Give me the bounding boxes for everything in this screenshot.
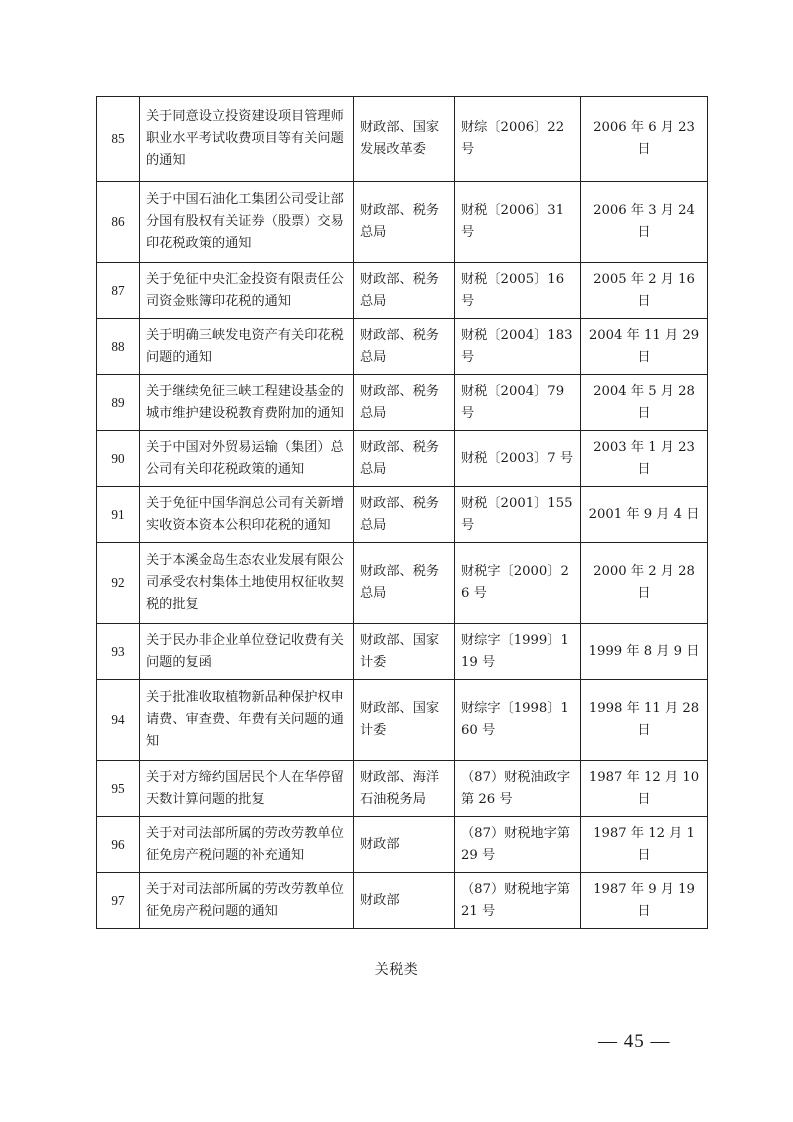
issue-date: 2005 年 2 月 16 日	[581, 263, 708, 319]
issue-date: 2006 年 6 月 23 日	[581, 97, 708, 182]
issue-date: 1998 年 11 月 28 日	[581, 680, 708, 761]
issue-date: 1999 年 8 月 9 日	[581, 624, 708, 680]
document-number: 财税〔2004〕183 号	[455, 319, 581, 375]
issuing-authority: 财政部、税务总局	[354, 543, 455, 624]
document-title: 关于对方缔约国居民个人在华停留天数计算问题的批复	[140, 761, 354, 817]
row-number: 92	[97, 543, 140, 624]
issuing-authority: 财政部、税务总局	[354, 319, 455, 375]
issuing-authority: 财政部、税务总局	[354, 487, 455, 543]
document-number: （87）财税地字第 21 号	[455, 873, 581, 929]
issue-date: 2006 年 3 月 24 日	[581, 182, 708, 263]
document-title: 关于免征中国华润总公司有关新增实收资本资本公积印花税的通知	[140, 487, 354, 543]
table-row	[97, 97, 708, 182]
issue-date: 1987 年 9 月 19 日	[581, 873, 708, 929]
issuing-authority: 财政部、税务总局	[354, 431, 455, 487]
row-number: 87	[97, 263, 140, 319]
issue-date: 2000 年 2 月 28 日	[581, 543, 708, 624]
document-title: 关于免征中央汇金投资有限责任公司资金账簿印花税的通知	[140, 263, 354, 319]
row-number: 86	[97, 182, 140, 263]
document-number: （87）财税油政字第 26 号	[455, 761, 581, 817]
issuing-authority: 财政部	[354, 873, 455, 929]
document-title: 关于本溪金岛生态农业发展有限公司承受农村集体土地使用权征收契税的批复	[140, 543, 354, 624]
document-number: 财税〔2006〕31 号	[455, 182, 581, 263]
document-title: 关于中国石油化工集团公司受让部分国有股权有关证券（股票）交易印花税政策的通知	[140, 182, 354, 263]
row-number: 91	[97, 487, 140, 543]
table-row	[97, 543, 708, 624]
issuing-authority: 财政部、税务总局	[354, 375, 455, 431]
document-number: （87）财税地字第 29 号	[455, 817, 581, 873]
issuing-authority: 财政部、国家计委	[354, 680, 455, 761]
issue-date: 1987 年 12 月 1 日	[581, 817, 708, 873]
document-title: 关于民办非企业单位登记收费有关问题的复函	[140, 624, 354, 680]
document-number: 财综〔2006〕22 号	[455, 97, 581, 182]
document-title: 关于明确三峡发电资产有关印花税问题的通知	[140, 319, 354, 375]
document-number: 财综字〔1999〕119 号	[455, 624, 581, 680]
issue-date: 2003 年 1 月 23 日	[581, 431, 708, 487]
page-number: — 45 —	[598, 1031, 671, 1052]
table-row	[97, 680, 708, 761]
row-number: 95	[97, 761, 140, 817]
issuing-authority: 财政部	[354, 817, 455, 873]
table-row	[97, 624, 708, 680]
table-row	[97, 873, 708, 929]
document-number: 财综字〔1998〕160 号	[455, 680, 581, 761]
issue-date: 1987 年 12 月 10 日	[581, 761, 708, 817]
document-title: 关于中国对外贸易运输（集团）总公司有关印花税政策的通知	[140, 431, 354, 487]
document-number: 财税字〔2000〕26 号	[455, 543, 581, 624]
table-row	[97, 487, 708, 543]
issuing-authority: 财政部、税务总局	[354, 182, 455, 263]
document-number: 财税〔2001〕155 号	[455, 487, 581, 543]
row-number: 85	[97, 97, 140, 182]
table-row	[97, 375, 708, 431]
issuing-authority: 财政部、税务总局	[354, 263, 455, 319]
table-row	[97, 319, 708, 375]
table-row	[97, 182, 708, 263]
document-title: 关于继续免征三峡工程建设基金的城市维护建设税教育费附加的通知	[140, 375, 354, 431]
issuing-authority: 财政部、国家发展改革委	[354, 97, 455, 182]
table-row	[97, 817, 708, 873]
row-number: 93	[97, 624, 140, 680]
section-label: 关税类	[374, 962, 419, 978]
table-body	[97, 97, 708, 929]
document-title: 关于批准收取植物新品种保护权申请费、审查费、年费有关问题的通知	[140, 680, 354, 761]
document-title: 关于对司法部所属的劳改劳教单位征免房产税问题的补充通知	[140, 817, 354, 873]
issuing-authority: 财政部、国家计委	[354, 624, 455, 680]
row-number: 88	[97, 319, 140, 375]
table-row	[97, 431, 708, 487]
document-number: 财税〔2004〕79 号	[455, 375, 581, 431]
document-number: 财税〔2005〕16 号	[455, 263, 581, 319]
row-number: 94	[97, 680, 140, 761]
document-number: 财税〔2003〕7 号	[455, 431, 581, 487]
document-title: 关于同意设立投资建设项目管理师职业水平考试收费项目等有关问题的通知	[140, 97, 354, 182]
row-number: 96	[97, 817, 140, 873]
issuing-authority: 财政部、海洋石油税务局	[354, 761, 455, 817]
row-number: 89	[97, 375, 140, 431]
issue-date: 2004 年 5 月 28 日	[581, 375, 708, 431]
policy-document-table	[96, 96, 708, 929]
row-number: 90	[97, 431, 140, 487]
row-number: 97	[97, 873, 140, 929]
issue-date: 2004 年 11 月 29 日	[581, 319, 708, 375]
document-title: 关于对司法部所属的劳改劳教单位征免房产税问题的通知	[140, 873, 354, 929]
table-row	[97, 761, 708, 817]
table-row	[97, 263, 708, 319]
issue-date: 2001 年 9 月 4 日	[581, 487, 708, 543]
